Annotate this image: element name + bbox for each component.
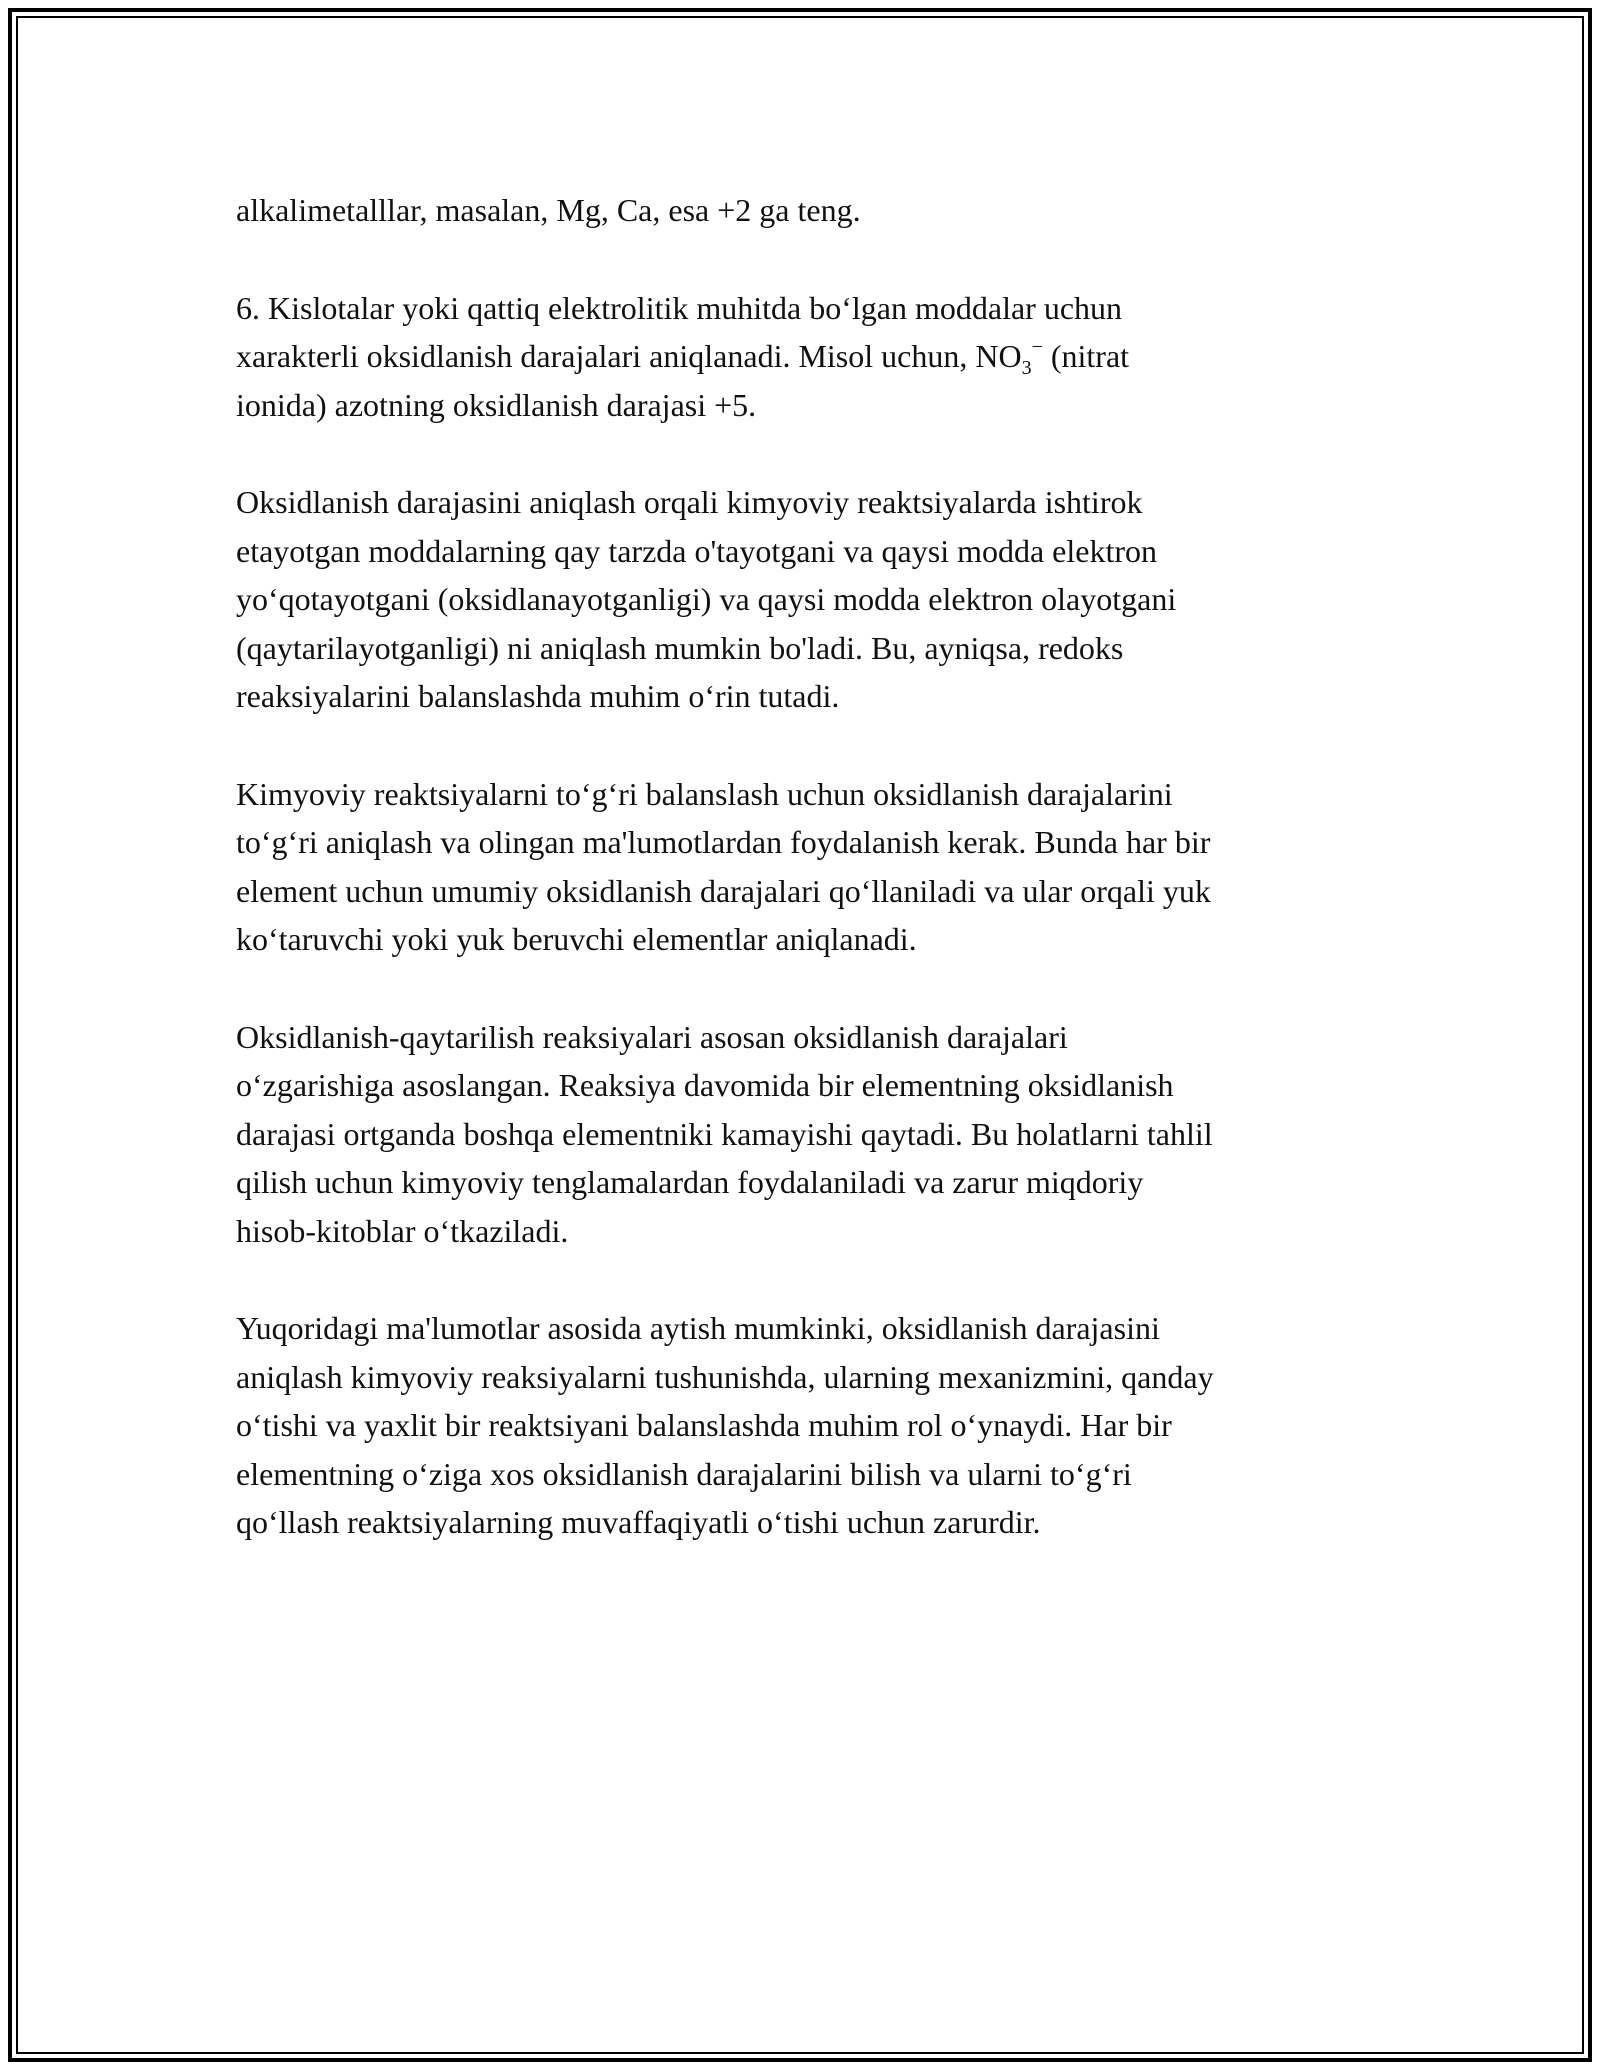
nitrate-charge: − bbox=[1031, 336, 1043, 358]
paragraph-point-6 bbox=[236, 284, 1366, 430]
point-6-line-2-start: xarakterli oksidlanish darajalari aniqlanadi. Misol uchun, NO bbox=[236, 338, 1022, 374]
paragraph-6: Yuqoridagi ma'lumotlar asosida aytish mumkinki, oksidlanish darajasini aniqlash kimyoviy reaksiyalarni tushunishda, ularning mexanizmini, qanday o‘tishi va yaxlit bir reaktsiyani balanslashda muhim rol o‘ynaydi. Har bir elementning o‘ziga xos oksidlanish darajalarini bilish va ularni to‘g‘ri qo‘llash reaktsiyalarning muvaffaqiyatli o‘tishi uchun zarurdir. bbox=[236, 1310, 1214, 1540]
paragraph-3: Oksidlanish darajasini aniqlash orqali kimyoviy reaktsiyalarda ishtirok etayotgan moddalarning qay tarzda o'tayotgani va qaysi modda elektron yo‘qotayotgani (oksidlanayotganligi) va qaysi modda elektron olayotgani (qaytarilayotganligi) ni aniqlash mumkin bo'ladi. Bu, ayniqsa, redoks reaksiyalarini balanslashda muhim o‘rin tutadi. bbox=[236, 484, 1177, 714]
paragraph-5: Oksidlanish-qaytarilish reaksiyalari asosan oksidlanish darajalari o‘zgarishiga asoslangan. Reaksiya davomida bir elementning oksidlanish darajasi ortganda boshqa elementniki kamayishi qaytadi. Bu holatlarni tahlil qilish uchun kimyoviy tenglamalardan foydalaniladi va zarur miqdoriy hisob-kitoblar o‘tkaziladi. bbox=[236, 1018, 1213, 1249]
paragraph-1: alkalimetalllar, masalan, Mg, Ca, esa +2 ga teng. bbox=[236, 192, 861, 228]
point-6-line-2-end: (nitrat bbox=[1042, 338, 1130, 374]
paragraph-4: Kimyoviy reaktsiyalarni to‘g‘ri balanslash uchun oksidlanish darajalarini to‘g‘ri aniqlash va olingan ma'lumotlardan foydalanish kerak. Bunda har bir element uchun umumiy oksidlanish darajalari qo‘llaniladi va ular orqali yuk ko‘taruvchi yoki yuk beruvchi elementlar aniqlanadi. bbox=[236, 775, 1211, 957]
nitrate-subscript: 3 bbox=[1021, 357, 1032, 379]
point-6-line-1: 6. Kislotalar yoki qattiq elektrolitik muhitda bo‘lgan moddalar uchun bbox=[236, 289, 1123, 326]
document-body bbox=[236, 186, 1366, 1547]
point-6-line-3: ionida) azotning oksidlanish darajasi +5. bbox=[236, 386, 757, 423]
